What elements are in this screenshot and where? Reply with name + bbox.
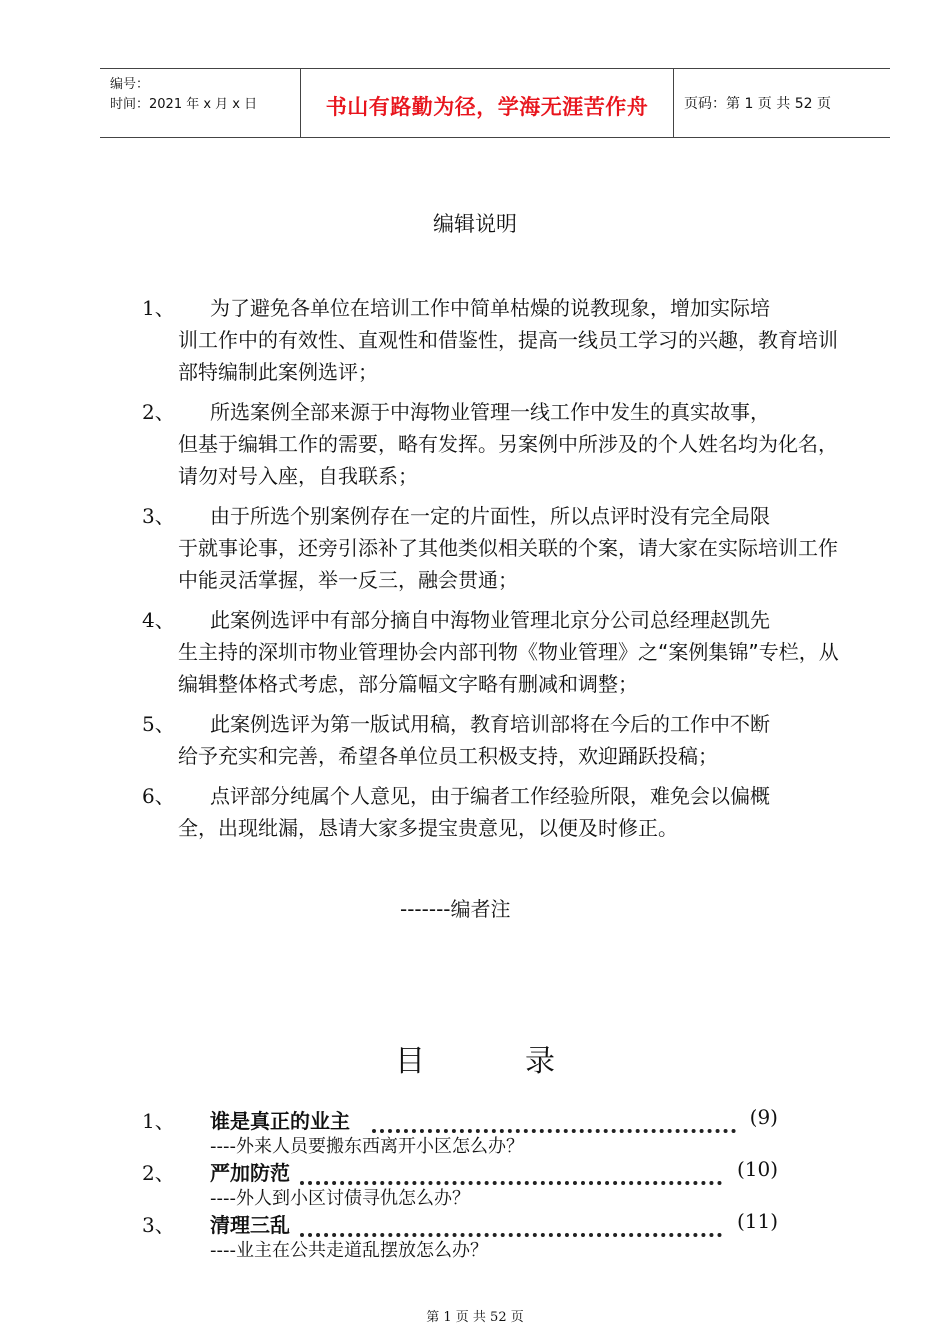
- toc-entry-title[interactable]: 严加防范: [210, 1161, 290, 1185]
- toc-heading: [0, 1036, 950, 1080]
- toc-heading-right: 录: [525, 1044, 555, 1079]
- toc-entry-number: 3、: [142, 1213, 175, 1237]
- note-item: [142, 780, 854, 844]
- editor-signoff: -------编者注: [400, 897, 511, 921]
- note-continuation: 给予充实和完善，希望各单位员工积极支持，欢迎踊跃投稿；: [178, 744, 718, 768]
- date-label: 时间：2021 年 x 月 x 日: [110, 97, 258, 112]
- note-item: [142, 292, 854, 388]
- toc-entry[interactable]: [142, 1209, 792, 1261]
- note-first-line: 为了避免各单位在培训工作中简单枯燥的说教现象，增加实际培: [210, 296, 770, 320]
- note-first-line: 由于所选个别案例存在一定的片面性，所以点评时没有完全局限: [210, 504, 770, 528]
- header-left-cell: [100, 69, 301, 137]
- header-motto: 书山有路勤为径，学海无涯苦作舟: [325, 94, 649, 119]
- header-right-cell: [674, 69, 890, 137]
- toc-heading-left: 目: [395, 1044, 425, 1079]
- note-item: [142, 396, 854, 492]
- table-of-contents: [142, 1105, 792, 1261]
- toc-entry-page: (11): [736, 1209, 778, 1233]
- note-number: 6、: [142, 784, 175, 808]
- note-first-line: 此案例选评中有部分摘自中海物业管理北京分公司总经理赵凯先: [210, 608, 770, 632]
- note-first-line: 此案例选评为第一版试用稿，教育培训部将在今后的工作中不断: [210, 712, 770, 736]
- toc-leader-dots: [300, 1167, 722, 1185]
- header-middle-cell: [301, 69, 674, 137]
- note-number: 5、: [142, 712, 175, 736]
- note-continuation: 训工作中的有效性、直观性和借鉴性，提高一线员工学习的兴趣，教育培训部特编制此案例选评；: [178, 328, 838, 384]
- note-first-line: 所选案例全部来源于中海物业管理一线工作中发生的真实故事，: [210, 400, 770, 424]
- note-continuation: 但基于编辑工作的需要，略有发挥。另案例中所涉及的个人姓名均为化名，请勿对号入座，自我联系；: [178, 432, 838, 488]
- note-number: 2、: [142, 400, 175, 424]
- note-continuation: 生主持的深圳市物业管理协会内部刊物《物业管理》之“案例集锦”专栏，从编辑整体格式考虑，部分篇幅文字略有删减和调整；: [178, 640, 839, 696]
- note-number: 3、: [142, 504, 175, 528]
- toc-entry-subtitle: ----外来人员要搬东西离开小区怎么办？: [210, 1136, 524, 1157]
- toc-entry-title[interactable]: 清理三乱: [210, 1213, 290, 1237]
- note-item: [142, 708, 854, 772]
- note-item: [142, 500, 854, 596]
- notes-list: [142, 292, 854, 852]
- document-title: 编辑说明: [433, 212, 517, 236]
- note-item: [142, 604, 854, 700]
- toc-leader-dots: [300, 1219, 722, 1237]
- toc-leader-dots: [372, 1115, 736, 1133]
- note-continuation: 于就事论事，还旁引添补了其他类似相关联的个案，请大家在实际培训工作中能灵活掌握，举一反三，融会贯通；: [178, 536, 838, 592]
- toc-entry-page: (9): [749, 1105, 778, 1129]
- code-label: 编号：: [110, 77, 150, 92]
- toc-entry-number: 2、: [142, 1161, 175, 1185]
- note-number: 1、: [142, 296, 175, 320]
- page-header: [100, 68, 890, 138]
- note-first-line: 点评部分纯属个人意见，由于编者工作经验所限，难免会以偏概: [210, 784, 770, 808]
- toc-entry-subtitle: ----外人到小区讨债寻仇怎么办？: [210, 1188, 470, 1209]
- toc-entry[interactable]: [142, 1157, 792, 1209]
- note-number: 4、: [142, 608, 175, 632]
- toc-entry-page: (10): [736, 1157, 778, 1181]
- toc-entry-number: 1、: [142, 1109, 175, 1133]
- page-footer: 第 1 页 共 52 页: [426, 1310, 524, 1325]
- header-page-label: 页码：第 1 页 共 52 页: [684, 96, 831, 112]
- note-continuation: 全，出现纰漏，恳请大家多提宝贵意见，以便及时修正。: [178, 816, 678, 840]
- toc-entry[interactable]: [142, 1105, 792, 1157]
- toc-entry-subtitle: ----业主在公共走道乱摆放怎么办？: [210, 1240, 488, 1261]
- toc-entry-title[interactable]: 谁是真正的业主: [210, 1109, 350, 1133]
